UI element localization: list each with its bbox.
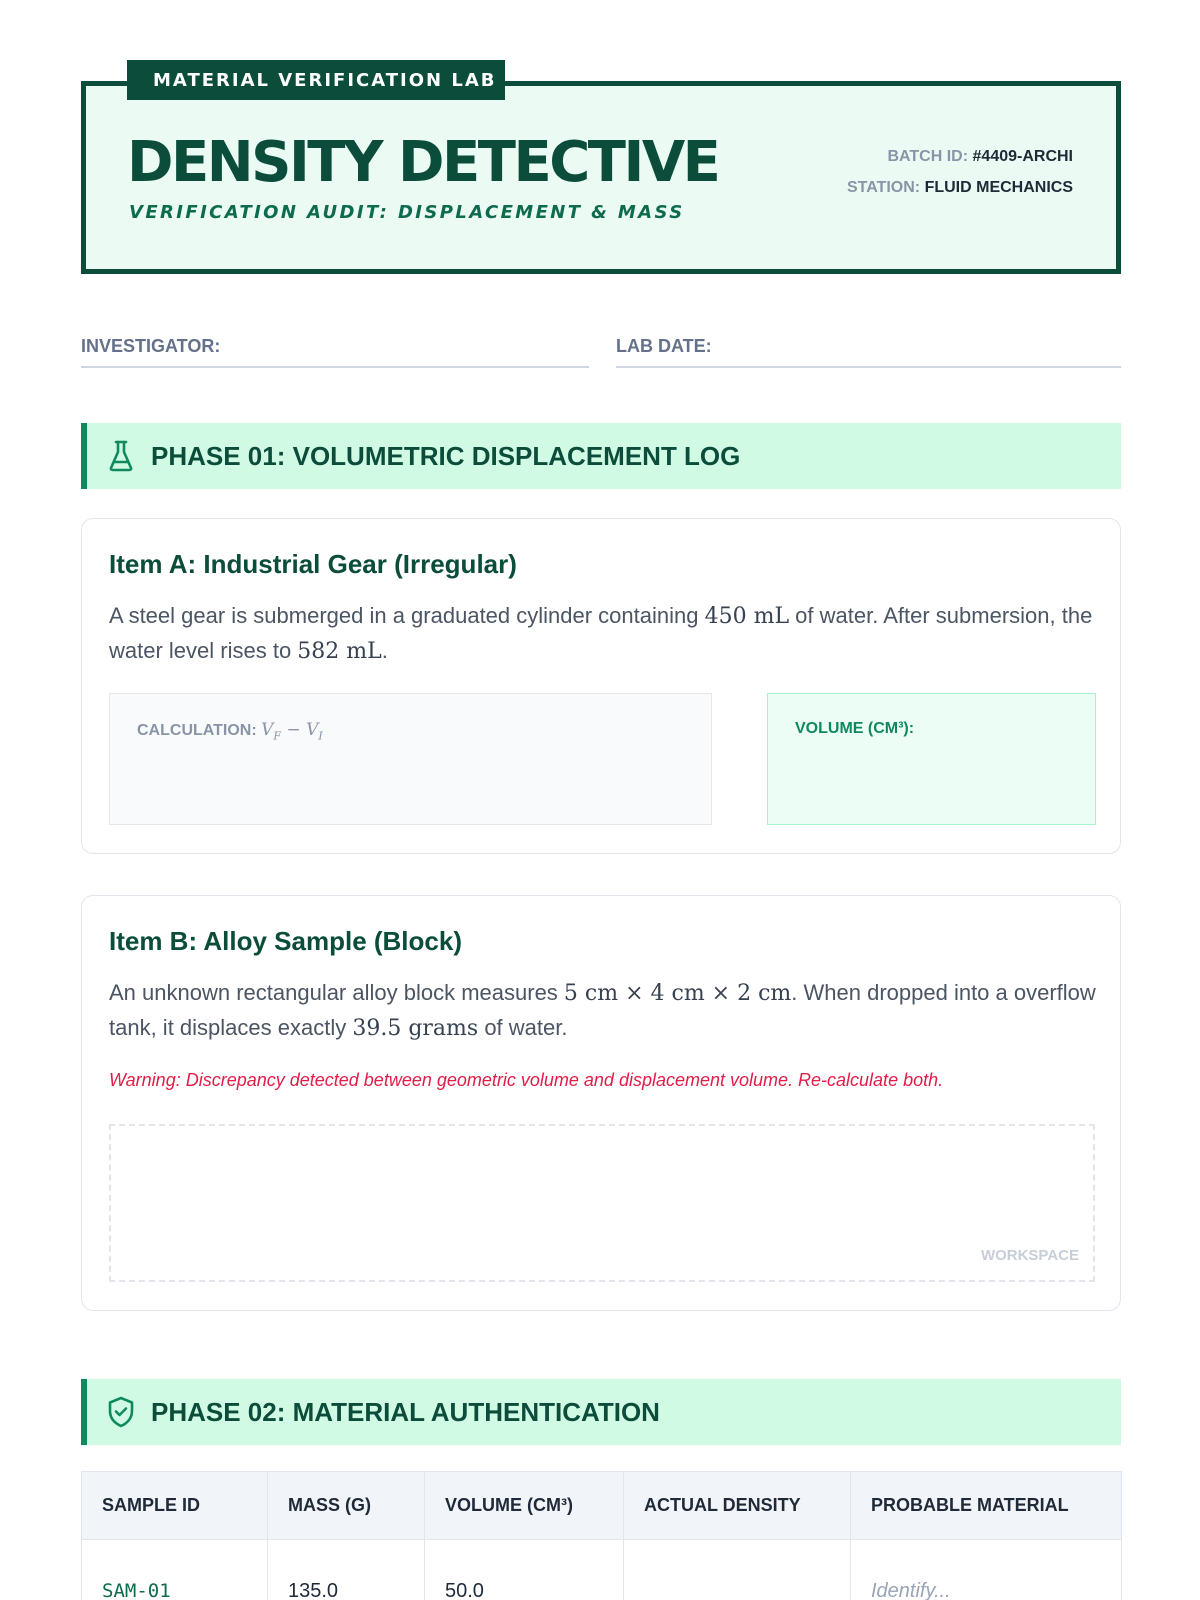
column-header-mass: MASS (G): [268, 1472, 425, 1540]
batch-id: [887, 148, 1073, 166]
calculation-formula: $V_F - V_I$: [261, 720, 323, 743]
phase-01-bar: [81, 423, 1121, 489]
item-a-initial-volume: 450 mL: [704, 604, 790, 629]
item-b-text-2: . When dropped into a overflow tank, it displaces exactly: [109, 980, 1096, 1040]
page-title: DENSITY DETECTIVE: [127, 130, 719, 195]
discrepancy-warning: Warning: Discrepancy detected between geometric volume and displacement volume. Re-calculate both.: [109, 1070, 944, 1090]
workspace-area[interactable]: [109, 1124, 1095, 1282]
item-a-description: [109, 599, 1099, 669]
volume-answer-box[interactable]: [767, 693, 1096, 825]
calculation-box[interactable]: [109, 693, 712, 825]
item-a-text-3: .: [381, 638, 388, 663]
page-subtitle: VERIFICATION AUDIT: DISPLACEMENT & MASS: [129, 202, 685, 223]
calculation-label-text: CALCULATION:: [137, 722, 257, 739]
column-header-actual-density: ACTUAL DENSITY: [624, 1472, 851, 1540]
table-header-row: [82, 1472, 1122, 1540]
flask-icon: [107, 439, 135, 473]
investigator-field[interactable]: [81, 330, 589, 368]
workspace-label: WORKSPACE: [980, 1247, 1079, 1264]
item-b-card: [81, 895, 1121, 1311]
station: [847, 179, 1073, 197]
mass-cell: 135.0: [268, 1540, 425, 1600]
investigator-label: INVESTIGATOR:: [81, 336, 221, 356]
item-b-text-3: of water.: [478, 1015, 568, 1040]
phase-02-bar: [81, 1379, 1121, 1445]
batch-id-value: #4409-ARCHI: [972, 148, 1073, 165]
item-b-dimensions: 5 cm × 4 cm × 2 cm: [563, 981, 792, 1006]
item-a-text-1: A steel gear is submerged in a graduated cylinder containing: [109, 603, 705, 628]
sample-id-cell: SAM-01: [82, 1540, 268, 1600]
volume-label: [795, 720, 914, 738]
volume-label-text: VOLUME (CM³):: [795, 720, 915, 737]
volume-cell: 50.0: [425, 1540, 624, 1600]
station-key: STATION:: [846, 179, 921, 196]
batch-id-key: BATCH ID:: [887, 148, 969, 165]
lab-tab-label: MATERIAL VERIFICATION LAB: [127, 60, 505, 100]
actual-density-cell[interactable]: [624, 1540, 851, 1600]
calculation-label: [137, 720, 323, 742]
table-row: [82, 1540, 1122, 1600]
item-a-title: Item A: Industrial Gear (Irregular): [109, 549, 517, 579]
item-a-text-2: of water. After submersion, the water level rises to: [109, 603, 1093, 663]
item-a-card: [81, 518, 1121, 854]
phase-02-title: PHASE 02: MATERIAL AUTHENTICATION: [151, 1396, 660, 1427]
phase-01-title: PHASE 01: VOLUMETRIC DISPLACEMENT LOG: [151, 440, 741, 471]
column-header-volume: VOLUME (CM³): [425, 1472, 624, 1540]
item-b-title: Item B: Alloy Sample (Block): [109, 926, 462, 956]
probable-material-cell[interactable]: Identify...: [851, 1540, 1122, 1600]
lab-date-field[interactable]: [616, 330, 1121, 368]
shield-check-icon: [107, 1395, 135, 1429]
item-a-final-volume: 582 mL: [297, 639, 382, 664]
item-b-text-1: An unknown rectangular alloy block measures: [109, 980, 564, 1005]
material-authentication-table: [81, 1471, 1122, 1600]
item-b-description: [109, 976, 1099, 1046]
item-b-displaced: 39.5 grams: [352, 1016, 479, 1041]
column-header-probable-material: PROBABLE MATERIAL: [851, 1472, 1122, 1540]
column-header-sample-id: SAMPLE ID: [82, 1472, 268, 1540]
lab-date-label: LAB DATE:: [616, 336, 712, 356]
station-value: FLUID MECHANICS: [924, 179, 1073, 196]
